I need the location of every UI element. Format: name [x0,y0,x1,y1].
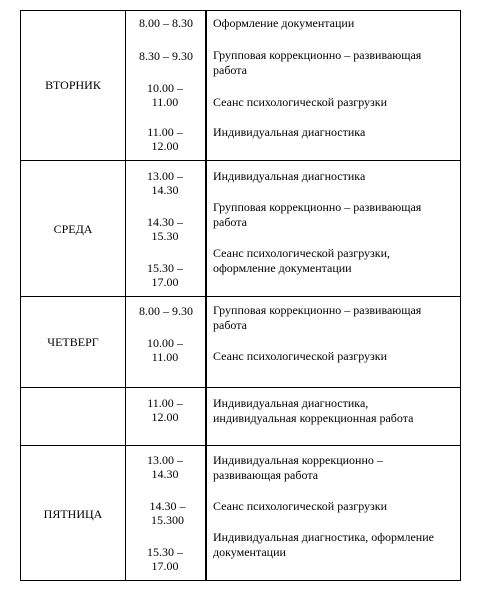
activity-cell: Оформление документации [213,16,355,30]
activity-cell: Сеанс психологической разгрузки [213,349,388,363]
time-cell: 13.00 – 14.30 [147,169,183,197]
table-border-left [20,10,21,581]
time-cell: 11.00 – 12.00 [147,125,183,153]
day-cell: СРЕДА [53,222,93,236]
activity-cell: Сеанс психологической разгрузки, оформление документации [213,246,391,275]
table-border-top [20,10,461,11]
day-cell: ВТОРНИК [45,78,101,92]
table-border-bottom [20,580,461,581]
day-cell: ПЯТНИЦА [43,507,103,521]
table-border-right [460,10,461,581]
time-cell: 13.00 – 14.30 [147,453,183,481]
time-cell: 11.00 – 12.00 [147,396,183,424]
activity-cell: Групповая коррекционно – развивающая работа [213,200,422,229]
activity-cell: Индивидуальная диагностика [213,169,366,183]
time-cell: 8.00 – 8.30 [139,16,193,30]
row-divider [20,160,461,161]
day-cell: ЧЕТВЕРГ [47,335,99,349]
time-cell: 10.00 – 11.00 [147,81,183,109]
time-cell: 14.30 – 15.300 [149,499,186,527]
time-cell: 8.00 – 9.30 [139,304,193,318]
row-divider [20,445,461,446]
activity-cell: Групповая коррекционно – развивающая работа [213,303,422,332]
time-cell: 10.00 – 11.00 [147,336,183,364]
activity-cell: Сеанс психологической разгрузки [213,499,388,513]
column-divider-bold [205,10,207,581]
row-divider [20,296,461,297]
time-cell: 8.30 – 9.30 [139,49,193,63]
activity-cell: Индивидуальная коррекционно – развивающая работа [213,453,383,482]
activity-cell: Сеанс психологической разгрузки [213,95,388,109]
row-divider [20,387,461,388]
time-cell: 14.30 – 15.30 [147,215,183,243]
time-cell: 15.30 – 17.00 [147,261,183,289]
activity-cell: Индивидуальная диагностика [213,125,366,139]
column-divider [125,10,126,581]
activity-cell: Групповая коррекционно – развивающая работа [213,48,422,77]
time-cell: 15.30 – 17.00 [147,545,183,573]
activity-cell: Индивидуальная диагностика, оформление документации [213,530,434,559]
activity-cell: Индивидуальная диагностика, индивидуальная коррекционная работа [213,396,414,425]
